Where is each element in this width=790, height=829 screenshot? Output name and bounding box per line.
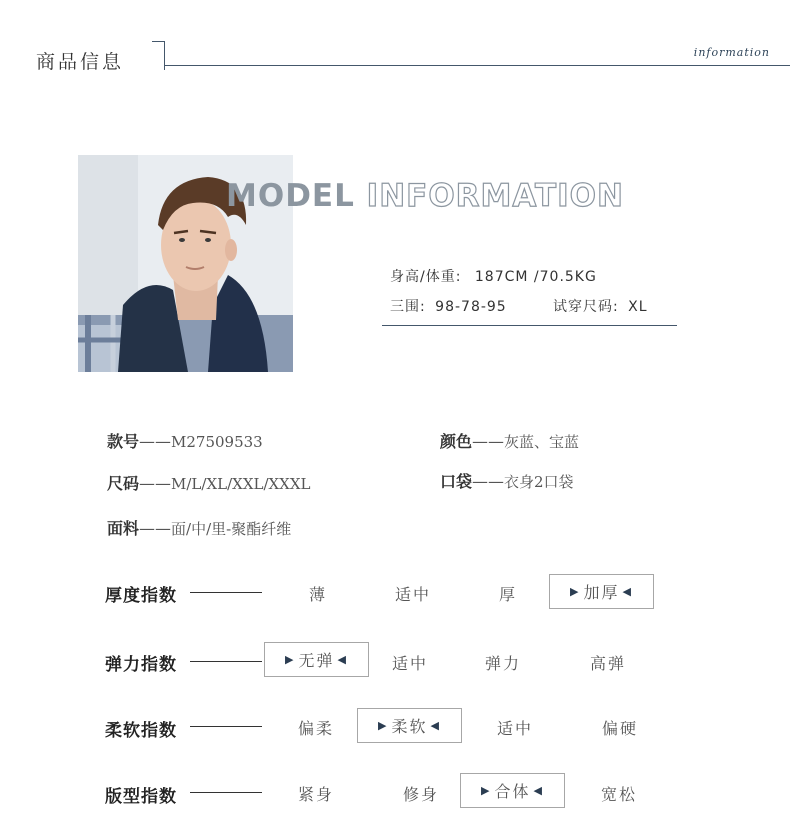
triangle-left-icon: ◀ [430,719,441,732]
fit-index-label: 版型指数 [105,787,177,807]
thickness-option-medium: 适中 [394,585,431,604]
softness-option-firm: 偏硬 [601,719,638,738]
fabric-value: 面/中/里-聚酯纤维 [171,520,292,538]
measurements-label: 三围: [390,299,426,315]
thickness-index-label: 厚度指数 [105,586,177,606]
spec-size [107,471,311,494]
selected-option-label: 加厚 [583,583,620,602]
triangle-right-icon: ▶ [285,653,296,666]
color-value: 灰蓝、宝蓝 [504,433,580,451]
fit-option-slim: 修身 [402,785,439,804]
measurements-value: 98-78-95 [435,299,507,315]
section-title: 商品信息 [36,51,125,73]
triangle-left-icon: ◀ [337,653,348,666]
spec-fabric [107,516,291,539]
spec-dash: —— [472,432,505,451]
index-connector-line [190,592,262,593]
spec-dash: —— [139,474,172,493]
thickness-option-extra-thick-selected [549,574,654,609]
heading-information-word: INFORMATION [366,178,624,214]
size-label: 尺码 [107,474,140,493]
fit-option-regular-selected [460,773,565,808]
elasticity-option-high-stretch: 高弹 [589,654,626,673]
triangle-right-icon: ▶ [378,719,389,732]
spec-style-number [107,429,263,452]
selected-option-label: 柔软 [391,717,428,736]
spec-dash: —— [472,472,505,491]
softness-option-medium: 适中 [496,719,533,738]
trial-size-stat [553,296,648,316]
spec-color [440,429,579,452]
index-connector-line [190,792,262,793]
thickness-option-thin: 薄 [308,585,327,604]
header-divider [164,65,790,66]
softness-option-soft-selected [357,708,462,743]
size-value: M/L/XL/XXL/XXXL [171,475,311,493]
style-number-value: M27509533 [171,433,263,451]
triangle-left-icon: ◀ [622,585,633,598]
softness-index-label: 柔软指数 [105,721,177,741]
height-weight-value: 187CM /70.5KG [474,269,597,285]
selected-option-label: 合体 [494,782,531,801]
fabric-label: 面料 [107,519,140,538]
style-number-label: 款号 [107,432,140,451]
color-label: 颜色 [440,432,473,451]
trial-size-label: 试穿尺码: [553,299,619,315]
elasticity-option-stretch: 弹力 [484,654,521,673]
height-weight-stat [390,266,597,286]
measurements-stat [390,296,507,316]
elasticity-index-label: 弹力指数 [105,655,177,675]
thickness-option-thick: 厚 [498,585,517,604]
model-information-heading [226,178,624,214]
triangle-right-icon: ▶ [481,784,492,797]
pocket-value: 衣身2口袋 [504,473,574,491]
selected-option-label: 无弹 [298,651,335,670]
fit-option-tight: 紧身 [297,785,334,804]
fit-option-loose: 宽松 [600,785,637,804]
triangle-left-icon: ◀ [533,784,544,797]
softness-option-soft-ish: 偏柔 [297,719,334,738]
index-connector-line [190,726,262,727]
height-weight-label: 身高/体重: [390,269,462,285]
pocket-label: 口袋 [440,472,473,491]
stats-divider [382,325,677,326]
elasticity-option-no-stretch-selected [264,642,369,677]
elasticity-option-medium: 适中 [391,654,428,673]
triangle-right-icon: ▶ [570,585,581,598]
spec-dash: —— [139,519,172,538]
spec-pocket [440,469,574,492]
index-connector-line [190,661,262,662]
spec-dash: —— [139,432,172,451]
header-script-text: information [693,46,770,59]
trial-size-value: XL [628,299,648,315]
heading-model-word: MODEL [226,178,355,214]
